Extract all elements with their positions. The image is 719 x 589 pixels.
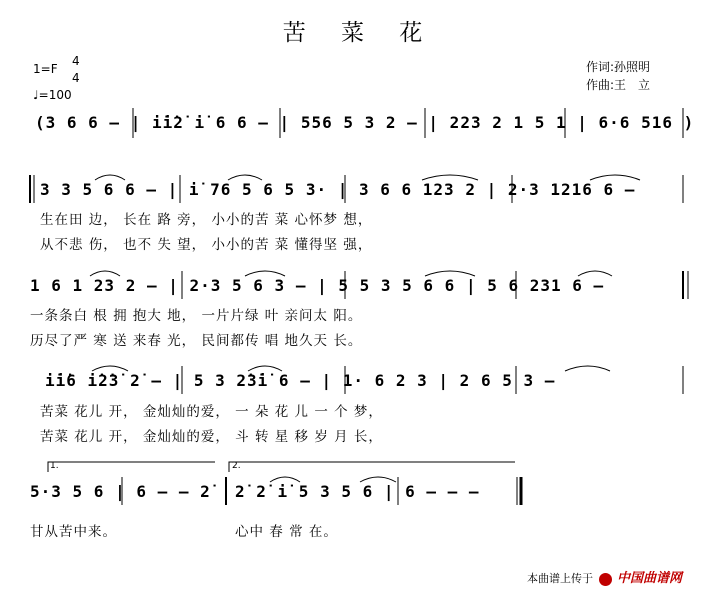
- volta-2-lyrics: 心中 春 常 在。: [235, 524, 338, 540]
- slur: [425, 271, 475, 276]
- system-3-lyrics-verse1: 苦菜 花儿 开， 金灿灿的爱， 一 朵 花 儿 一 个 梦，: [40, 404, 383, 420]
- system-2-notes: 1 6 1 23 2 – | 2·3 5 6 3 – | 5 5 3 5 6 6 | 5 6 231 6 –: [30, 276, 605, 295]
- lyricist-credit: 作词:孙照明: [586, 60, 651, 74]
- intro-notes: (3 6 6 – | i̇i̇2̇ i̇ 6 6 – | 556 5 3 2 – | 223 2 1 5 1 | 6·6 516 ): [35, 113, 695, 132]
- system-1-lyrics-verse1: 生在田 边， 长在 路 旁， 小小的苦 菜 心怀梦 想，: [40, 212, 373, 228]
- slur: [92, 366, 128, 371]
- system-2-lyrics-verse1: 一条条白 根 拥 抱大 地， 一片片绿 叶 亲问太 阳。: [30, 308, 363, 324]
- volta-1-notes: 5·3 5 6 | 6 – – 2̇: [30, 482, 211, 501]
- slur: [95, 175, 125, 180]
- time-signature-bottom: 4: [72, 71, 80, 85]
- time-signature-top: 4: [72, 54, 80, 68]
- song-title: 苦 菜 花: [282, 20, 437, 46]
- slur: [422, 175, 478, 180]
- slur: [578, 271, 612, 276]
- key-signature: 1=F: [33, 62, 58, 76]
- system-1-lyrics-verse2: 从不悲 伤， 也不 失 望， 小小的苦 菜 懂得坚 强，: [40, 237, 373, 253]
- system-3-notes: i̇i̇6 i̇2̇3̇ 2̇ – | 5 3 2̇3̇i̇ 6 – | 1· 6 2 3 | 2 6 5 3 –: [45, 371, 556, 390]
- volta-1-label: 1.: [50, 461, 59, 471]
- slur: [245, 271, 285, 276]
- volta-2-bracket: [229, 462, 515, 472]
- volta-1-bracket: [48, 462, 215, 472]
- slur: [590, 175, 640, 180]
- slur: [565, 366, 610, 371]
- volta-2-notes: 2̇ 2̇ i̇ 5 3 5 6 | 6 – – –: [235, 482, 480, 501]
- slur: [248, 366, 282, 371]
- slur: [360, 477, 396, 482]
- slur: [228, 175, 262, 180]
- site-name[interactable]: 中国曲谱网: [617, 571, 683, 586]
- system-2-lyrics-verse2: 历尽了严 寒 送 来春 光， 民间都传 唱 地久天 长。: [30, 333, 363, 349]
- system-3-lyrics-verse2: 苦菜 花儿 开， 金灿灿的爱， 斗 转 星 移 岁 月 长，: [40, 429, 383, 445]
- slur: [90, 271, 120, 276]
- composer-credit: 作曲:王 立: [586, 78, 651, 92]
- upload-text: 本曲谱上传于: [527, 572, 593, 585]
- volta-1-lyrics: 甘从苦中来。: [30, 524, 117, 540]
- system-1-notes: 3 3 5 6 6 – | i̇ 76 5 6 5 3· | 3 6 6 123 2 | 2·3 1216 6 –: [40, 180, 636, 199]
- tempo-marking: ♩=100: [33, 88, 72, 102]
- volta-2-label: 2.: [232, 461, 241, 471]
- slur: [270, 477, 300, 482]
